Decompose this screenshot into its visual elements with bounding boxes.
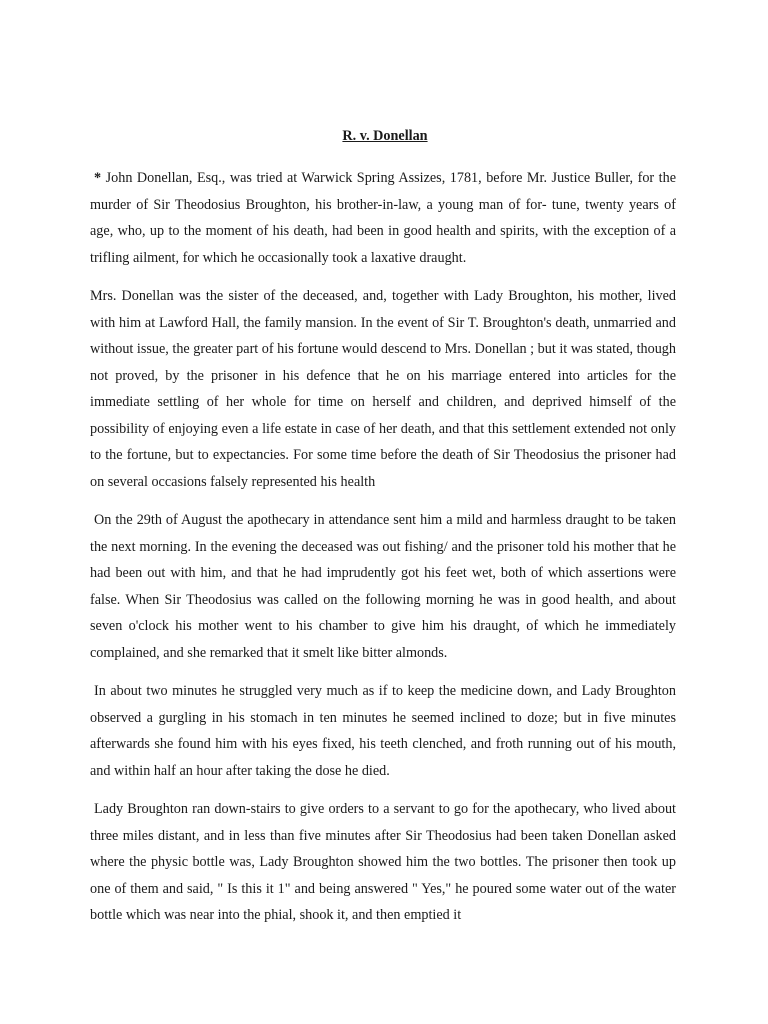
paragraph-5-text: Lady Broughton ran down-stairs to give orders to a servant to go for the apothecary, who lived about three miles distant, and in less than five minutes after Sir Theodosius had been taken Donellan asked where the physic bottle was, Lady Broughton showed him the two bottles. The prisoner then took up one of them and said, " Is this it 1" and being answered " Yes," he poured some water out of the water bottle which was near into the phial, shook it, and then emptied it (90, 801, 676, 923)
footnote-marker: * (94, 170, 102, 186)
document-title: R. v. Donellan (342, 128, 428, 144)
paragraph-2-text: Mrs. Donellan was the sister of the deceased, and, together with Lady Broughton, his mother, lived with him at Lawford Hall, the family mansion. In the event of Sir T. Broughton's death, unmarried and without issue, the greater part of his fortune would descend to Mrs. Donellan ; but it was stated, though not proved, by the prisoner in his defence that he on his marriage entered into articles for the immediate settling of her whole for time on herself and children, and deprived himself of the possibility of enjoying even a life estate in case of her death, and that this settlement extended not only to the fortune, but to expectancies. For some time before the death of Sir Theodosius the prisoner had on several occasions falsely represented his health (90, 288, 676, 490)
paragraph-4 (90, 678, 676, 784)
paragraph-3 (90, 507, 676, 666)
paragraph-4-text: In about two minutes he struggled very much as if to keep the medicine down, and Lady Broughton observed a gurgling in his stomach in ten minutes he seemed inclined to doze; but in five minutes afterwards she found him with his eyes fixed, his teeth clenched, and froth running out of his mouth, and within half an hour after taking the dose he died. (90, 683, 676, 779)
paragraph-3-text: On the 29th of August the apothecary in attendance sent him a mild and harmless draught to be taken the next morning. In the evening the deceased was out fishing/ and the prisoner told his mother that he had been out with him, and that he had imprudently got his feet wet, both of which assertions were false. When Sir Theodosius was called on the following morning he was in good health, and about seven o'clock his mother went to his chamber to give him his draught, of which he immediately complained, and she remarked that it smelt like bitter almonds. (90, 512, 676, 661)
paragraph-5 (90, 796, 676, 929)
paragraph-1 (90, 165, 676, 271)
paragraph-1-text: John Donellan, Esq., was tried at Warwick Spring Assizes, 1781, before Mr. Justice Buller, for the murder of Sir Theodosius Broughton, his brother-in-law, a young man of for- tune, twenty years of age, who, up to the moment of his death, had been in good health and spirits, with the exception of a trifling ailment, for which he occasionally took a laxative draught. (90, 170, 677, 266)
paragraph-2 (90, 283, 676, 495)
